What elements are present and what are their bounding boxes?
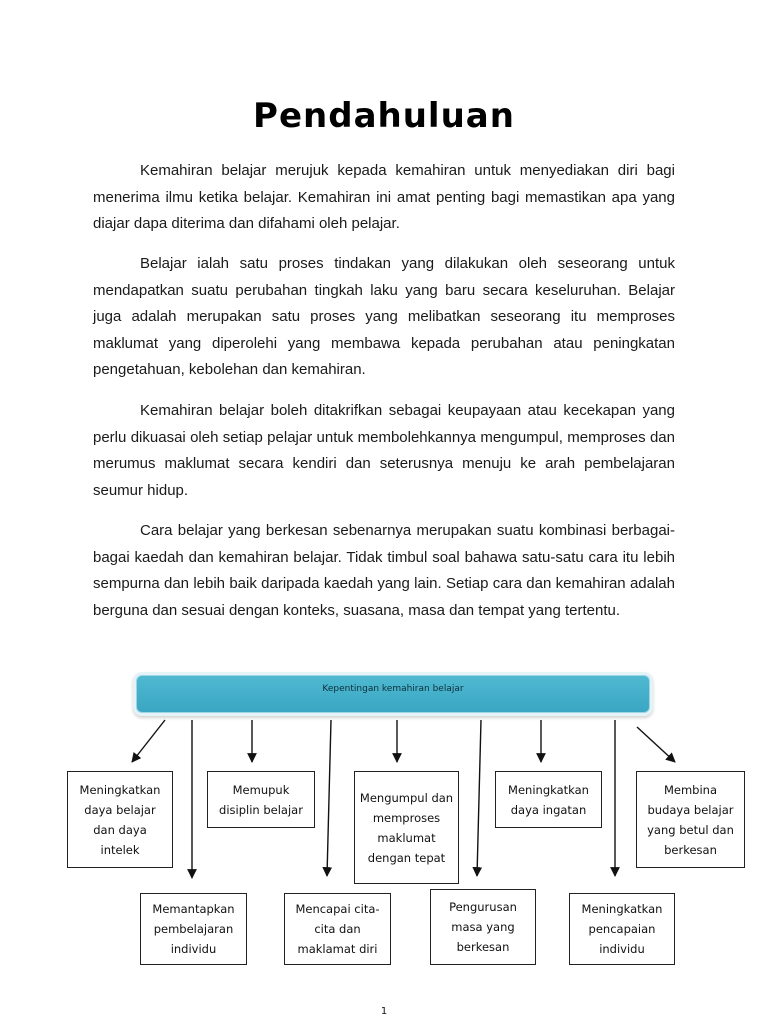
arrow-to-box-8: [477, 720, 481, 876]
diagram-box-pencapaian: Meningkatkan pencapaian individu: [569, 893, 675, 965]
arrow-to-box-5: [637, 727, 675, 762]
diagram-root-banner: Kepentingan kemahiran belajar: [136, 675, 650, 713]
paragraph-3: Kemahiran belajar boleh ditakrifkan sebagai keupayaan atau kecekapan yang perlu dikuasai oleh setiap pelajar untuk membolehkannya mengumpul, memproses dan merumus maklumat secara kendiri dan seterusnya menuju ke arah pembelajaran seumur hidup.: [93, 402, 675, 499]
diagram-box-cita-cita: Mencapai cita-cita dan maklamat diri: [284, 893, 391, 965]
diagram-box-pembelajaran-individu: Memantapkan pembelajaran individu: [140, 893, 247, 965]
diagram-box-mengumpul: Mengumpul dan memproses maklumat dengan tepat: [354, 771, 459, 884]
diagram-box-daya-ingatan: Meningkatkan daya ingatan: [495, 771, 602, 828]
diagram-box-disiplin: Memupuk disiplin belajar: [207, 771, 315, 828]
arrow-to-box-1: [132, 720, 165, 762]
page-title: Pendahuluan: [253, 96, 515, 136]
page-number: 1: [380, 1006, 388, 1017]
paragraph-1: Kemahiran belajar merujuk kepada kemahiran untuk menyediakan diri bagi menerima ilmu ketika belajar. Kemahiran ini amat penting bagi memastikan apa yang diajar dapa diterima dan difahami oleh pelajar.: [93, 162, 675, 233]
paragraph-4: Cara belajar yang berkesan sebenarnya merupakan suatu kombinasi berbagai-bagai kaedah dan kemahiran belajar. Tidak timbul soal bahawa satu-satu cara itu lebih sempurna dan lebih baik daripada kaedah yang lain. Setiap cara dan kemahiran adalah berguna dan sesuai dengan konteks, suasana, masa dan tempat yang tertentu.: [93, 522, 675, 619]
arrow-to-box-7: [327, 720, 331, 876]
diagram-box-daya-belajar: Meningkatkan daya belajar dan daya intelek: [67, 771, 173, 868]
diagram-box-budaya-belajar: Membina budaya belajar yang betul dan berkesan: [636, 771, 745, 868]
diagram-box-pengurusan-masa: Pengurusan masa yang berkesan: [430, 889, 536, 965]
paragraph-2: Belajar ialah satu proses tindakan yang dilakukan oleh seseorang untuk mendapatkan suatu perubahan tingkah laku yang baru secara keseluruhan. Belajar juga adalah merupakan satu proses yang melibatkan seseorang itu memproses maklumat yang diperolehi yang membawa kepada perubahan atau peningkatan pengetahuan, kebolehan dan kemahiran.: [93, 255, 675, 379]
